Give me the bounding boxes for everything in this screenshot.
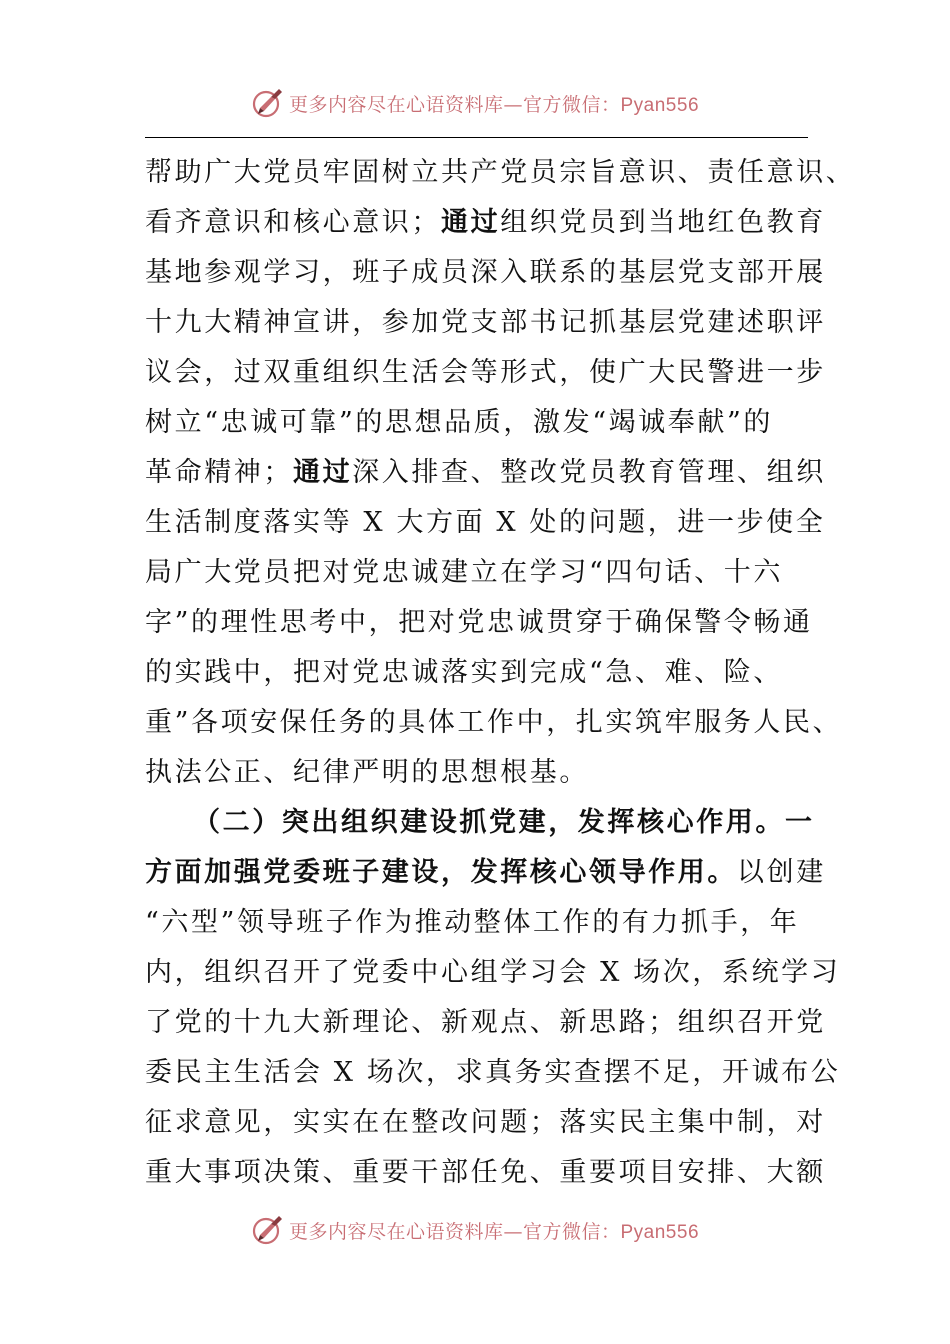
document-body — [145, 148, 856, 1198]
text-line: 革命精神；通过深入排查、整改党员教育管理、组织 — [145, 457, 826, 488]
header-watermark-banner — [0, 85, 950, 121]
text-line: 委民主生活会 X 场次，求真务实查摆不足，开诚布公 — [145, 1057, 841, 1088]
text-line: 十九大精神宣讲，参加党支部书记抓基层党建述职评 — [145, 307, 826, 338]
text-line: 征求意见，实实在在整改问题；落实民主集中制，对 — [145, 1107, 826, 1138]
text-line: 重大事项决策、重要干部任免、重要项目安排、大额 — [145, 1157, 826, 1188]
pen-logo-icon — [251, 86, 285, 120]
text-line: 执法公正、纪律严明的思想根基。 — [145, 757, 589, 788]
section-heading: （二）突出组织建设抓党建，发挥核心作用。一 — [193, 807, 815, 838]
text-line: 局广大党员把对党忠诚建立在学习“四句话、十六 — [145, 557, 784, 588]
text-line: 基地参观学习，班子成员深入联系的基层党支部开展 — [145, 257, 826, 288]
text-line: 了党的十九大新理论、新观点、新思路；组织召开党 — [145, 1007, 826, 1038]
footer-watermark-banner — [0, 1212, 950, 1248]
header-banner-text: 更多内容尽在心语资料库—官方微信：Pyan556 — [288, 93, 700, 116]
text-line: 重”各项安保任务的具体工作中，扎实筑牢服务人民、 — [145, 707, 843, 738]
footer-banner-text: 更多内容尽在心语资料库—官方微信：Pyan556 — [288, 1220, 700, 1243]
text-line: 字”的理性思考中，把对党忠诚贯穿于确保警令畅通 — [145, 607, 813, 638]
bold-subheading: 方面加强党委班子建设，发挥核心领导作用。 — [145, 857, 737, 888]
bold-keyword: 通过 — [441, 207, 501, 238]
pen-logo-icon — [251, 1213, 285, 1247]
text-line: 的实践中，把对党忠诚落实到完成“急、难、险、 — [145, 657, 784, 688]
bold-keyword: 通过 — [293, 457, 353, 488]
text-line: “六型”领导班子作为推动整体工作的有力抓手，年 — [145, 907, 800, 938]
header-divider — [145, 137, 808, 138]
text-line: 树立“忠诚可靠”的思想品质，激发“竭诚奉献”的 — [145, 407, 774, 438]
text-line: 内，组织召开了党委中心组学习会 X 场次，系统学习 — [145, 957, 841, 988]
text-line: 生活制度落实等 X 大方面 X 处的问题，进一步使全 — [145, 507, 826, 538]
text-line: 看齐意识和核心意识；通过组织党员到当地红色教育 — [145, 207, 826, 238]
text-line: 帮助广大党员牢固树立共产党员宗旨意识、责任意识、 — [145, 157, 856, 188]
text-line: 方面加强党委班子建设，发挥核心领导作用。以创建 — [145, 857, 826, 888]
text-line: 议会，过双重组织生活会等形式，使广大民警进一步 — [145, 357, 826, 388]
